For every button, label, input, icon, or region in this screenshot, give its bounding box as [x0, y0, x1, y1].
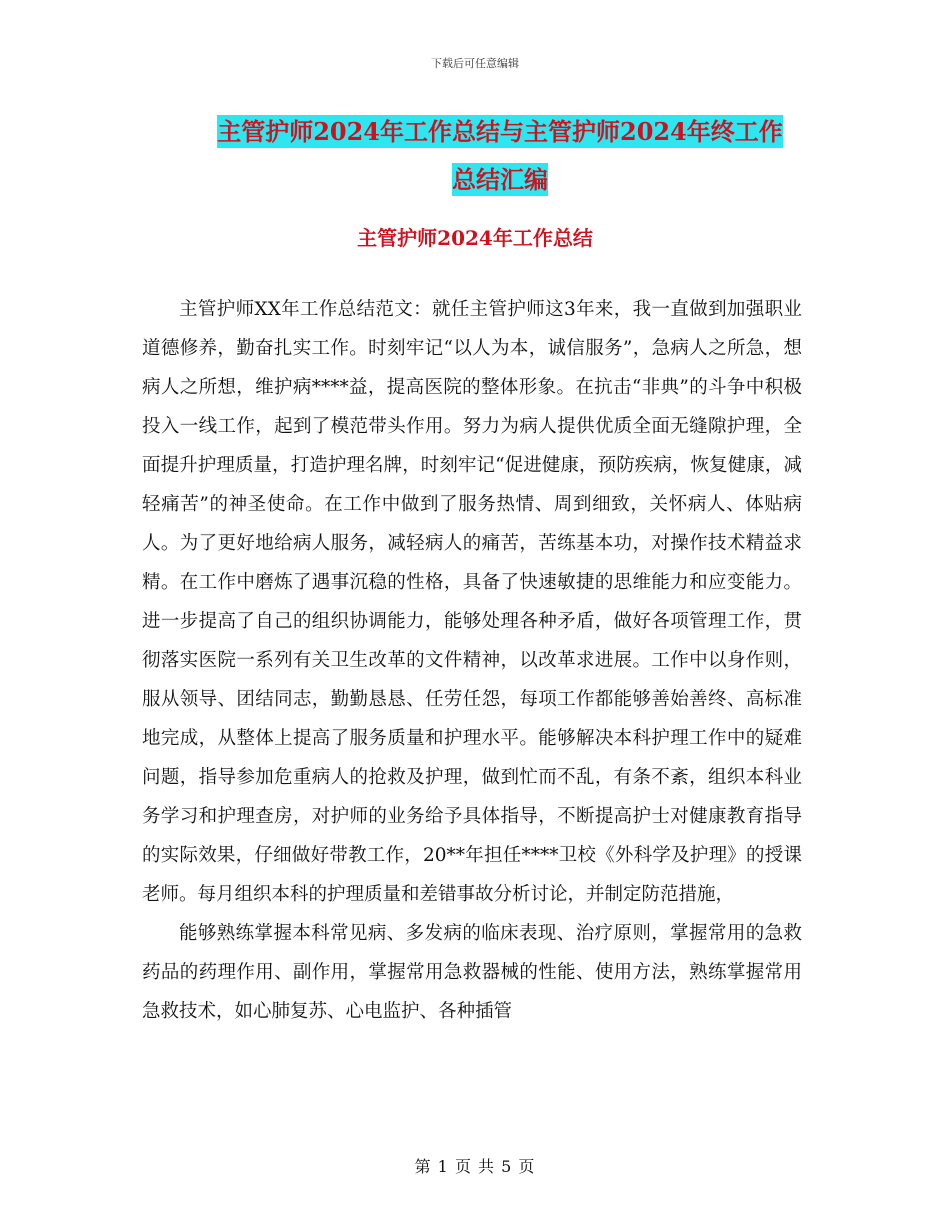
document-body: [142, 290, 802, 1031]
page-number: 第 1 页 共 5 页: [414, 1157, 536, 1176]
document-title: [140, 108, 860, 204]
document-title-line1: 主管护师2024年工作总结与主管护师2024年终工作: [217, 117, 783, 146]
paragraph: 能够熟练掌握本科常见病、多发病的临床表现、治疗原则，掌握常用的急救药品的药理作用、副作用，掌握常用急救器械的性能、使用方法，熟练掌握常用急救技术，如心肺复苏、心电监护、各种插管: [142, 923, 802, 1022]
section-title: 主管护师2024年工作总结: [357, 226, 593, 250]
paragraph: 主管护师XX年工作总结范文：就任主管护师这3年来，我一直做到加强职业道德修养，勤奋扎实工作。时刻牢记“以人为本，诚信服务”，急病人之所急，想病人之所想，维护病****益，提高医院的整体形象。在抗击“非典”的斗争中积极投入一线工作，起到了模范带头作用。努力为病人提供优质全面无缝隙护理，全面提升护理质量，打造护理名牌，时刻牢记“促进健康，预防疾病，恢复健康，减轻痛苦”的神圣使命。在工作中做到了服务热情、周到细致，关怀病人、体贴病人。为了更好地给病人服务，减轻病人的痛苦，苦练基本功，对操作技术精益求精。在工作中磨炼了遇事沉稳的性格，具备了快速敏捷的思维能力和应变能力。进一步提高了自己的组织协调能力，能够处理各种矛盾，做好各项管理工作，贯彻落实医院一系列有关卫生改革的文件精神，以改革求进展。工作中以身作则，服从领导、团结同志，勤勤恳恳、任劳任怨，每项工作都能够善始善终、高标准地完成，从整体上提高了服务质量和护理水平。能够解决本科护理工作中的疑难问题，指导参加危重病人的抢救及护理，做到忙而不乱，有条不紊，组织本科业务学习和护理查房，对护师的业务给予具体指导，不断提高护士对健康教育指导的实际效果，仔细做好带教工作，20**年担任****卫校《外科学及护理》的授课老师。每月组织本科的护理质量和差错事故分析讨论，并制定防范措施，: [142, 299, 802, 905]
header-note: 下载后可任意编辑: [431, 57, 519, 70]
document-title-line2: 总结汇编: [452, 165, 548, 194]
